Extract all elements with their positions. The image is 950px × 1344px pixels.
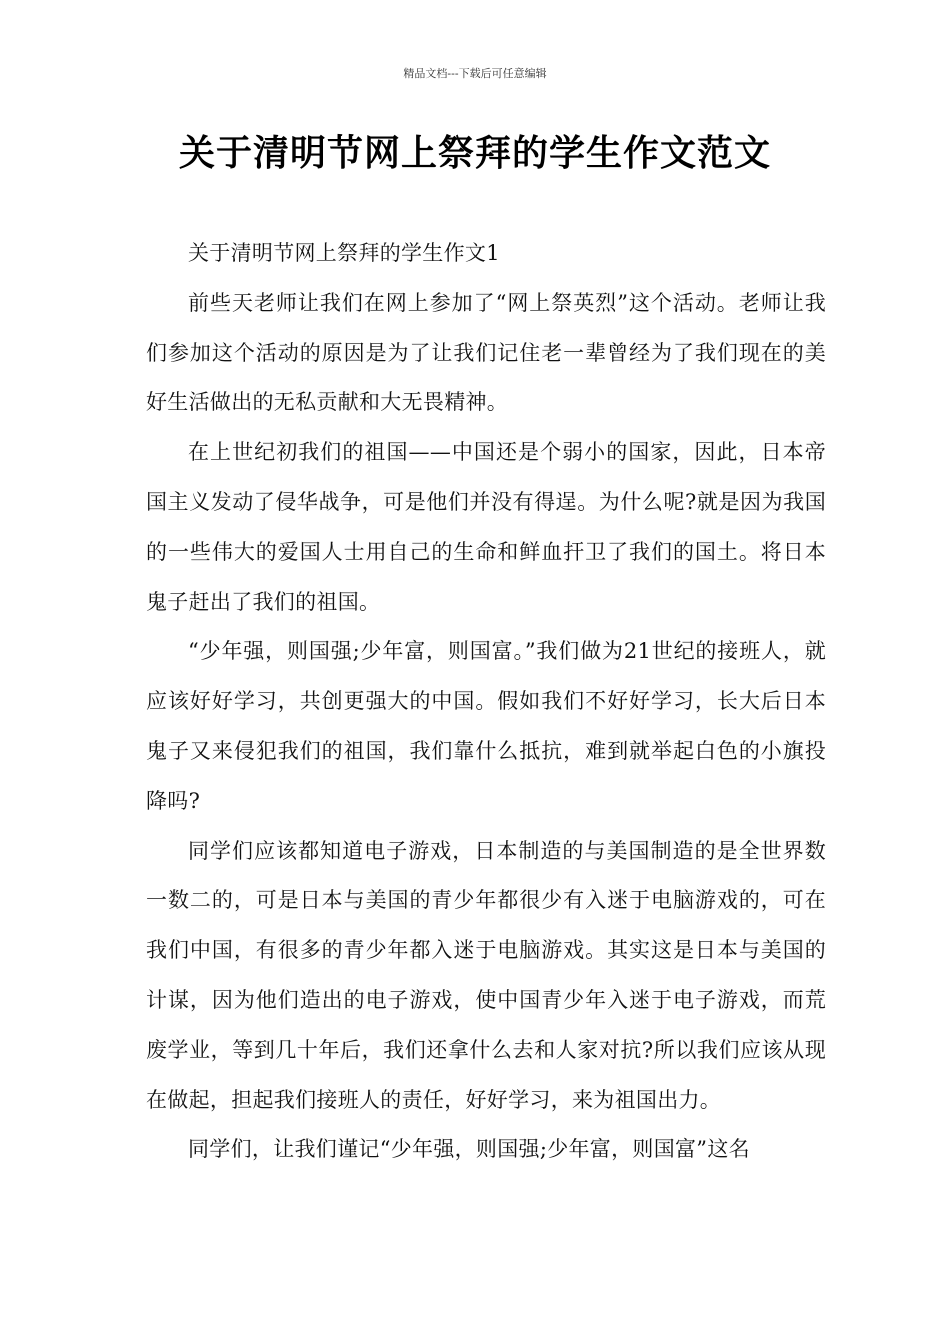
paragraph-2: 在上世纪初我们的祖国——中国还是个弱小的国家，因此，日本帝国主义发动了侵华战争，可是他们并没有得逞。为什么呢?就是因为我国的一些伟大的爱国人士用自己的生命和鲜血扞卫了我们的国土。将日本鬼子赶出了我们的祖国。 xyxy=(146,440,826,614)
paragraph-5: 同学们，让我们谨记“少年强，则国强;少年富，则国富”这名 xyxy=(188,1137,750,1162)
document-title: 关于清明节网上祭拜的学生作文范文 xyxy=(178,133,771,174)
paragraph-4: 同学们应该都知道电子游戏，日本制造的与美国制造的是全世界数一数二的，可是日本与美国的青少年都很少有入迷于电脑游戏的，可在我们中国，有很多的青少年都入迷于电脑游戏。其实这是日本与美国的计谋，因为他们造出的电子游戏，使中国青少年入迷于电子游戏，而荒废学业，等到几十年后，我们还拿什么去和人家对抗?所以我们应该从现在做起，担起我们接班人的责任，好好学习，来为祖国出力。 xyxy=(146,838,826,1112)
document-body xyxy=(146,229,826,1175)
page-header: 精品文档---下载后可任意编辑 xyxy=(403,67,547,80)
paragraph-3: “少年强，则国强;少年富，则国富。”我们做为21世纪的接班人，就应该好好学习，共创更强大的中国。假如我们不好好学习，长大后日本鬼子又来侵犯我们的祖国，我们靠什么抵抗，难到就举起白色的小旗投降吗? xyxy=(146,639,826,813)
paragraph-1: 前些天老师让我们在网上参加了“网上祭英烈”这个活动。老师让我们参加这个活动的原因是为了让我们记住老一辈曾经为了我们现在的美好生活做出的无私贡献和大无畏精神。 xyxy=(146,290,826,415)
section-heading: 关于清明节网上祭拜的学生作文1 xyxy=(188,241,500,265)
